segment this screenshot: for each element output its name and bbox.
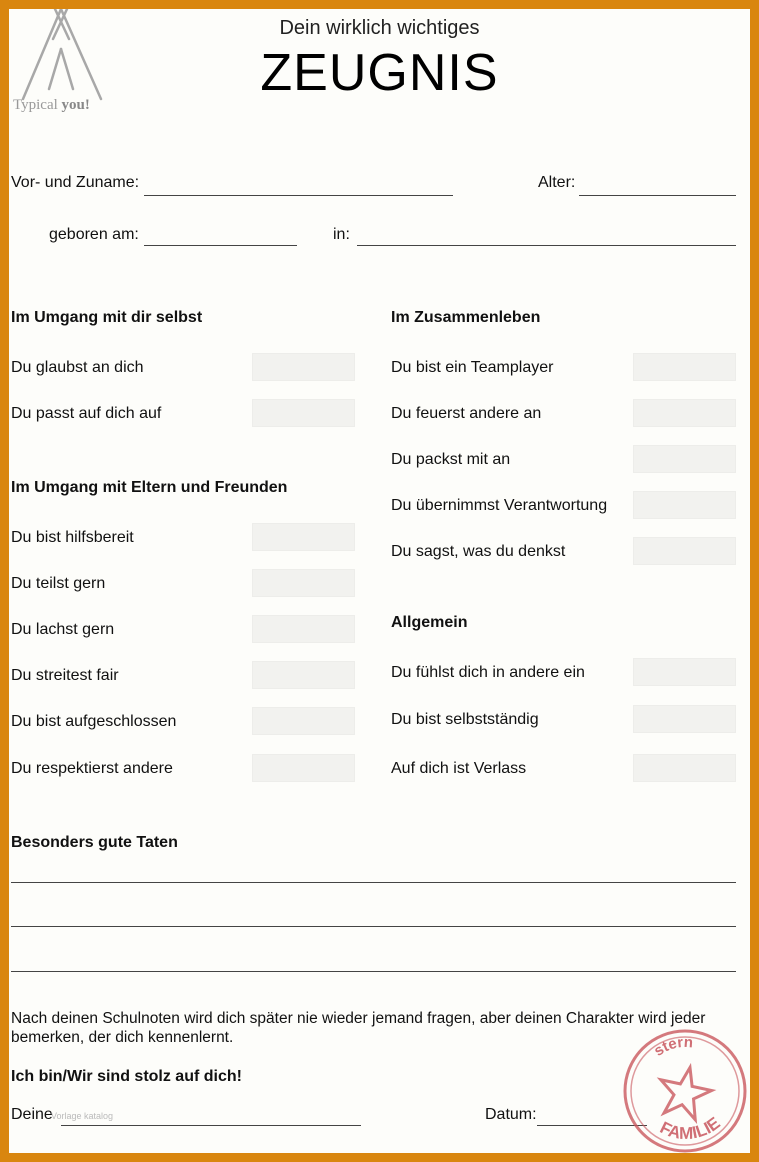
- rating-box[interactable]: [252, 754, 355, 782]
- list-item-label: Du fühlst dich in andere ein: [391, 664, 585, 681]
- rating-box[interactable]: [252, 615, 355, 643]
- watermark-text: Vorlage katalog: [51, 1111, 114, 1121]
- list-item-label: Du streitest fair: [11, 667, 119, 684]
- age-field[interactable]: [579, 195, 736, 196]
- section-living-together-title: Im Zusammenleben: [391, 309, 541, 326]
- svg-text:FAMILIE: [657, 1113, 724, 1143]
- list-item-label: Du packst mit an: [391, 451, 511, 468]
- page-subtitle: Dein wirklich wichtiges: [279, 17, 480, 39]
- rating-box[interactable]: [252, 353, 355, 381]
- name-label: Vor- und Zuname:: [11, 174, 140, 191]
- list-item-label: Du respektierst andere: [11, 760, 173, 777]
- name-field[interactable]: [144, 195, 453, 196]
- list-item-label: Du glaubst an dich: [11, 359, 144, 376]
- rating-box[interactable]: [633, 537, 736, 565]
- closing-paragraph: Nach deinen Schulnoten wird dich später nie wieder jemand fragen, aber deinen Charakter wird jeder bemerken, der dich kennenlernt.: [11, 1010, 706, 1046]
- good-deeds-line[interactable]: [11, 882, 736, 883]
- section-self-title: Im Umgang mit dir selbst: [11, 309, 203, 326]
- rating-box[interactable]: [252, 399, 355, 427]
- stamp-bottom-text: FAMILIE: [656, 1113, 724, 1143]
- age-label: Alter:: [538, 174, 576, 191]
- rating-box[interactable]: [633, 491, 736, 519]
- list-item-label: Du übernimmst Verantwortung: [391, 497, 608, 514]
- rating-box[interactable]: [633, 754, 736, 782]
- section-general-title: Allgemein: [391, 614, 468, 631]
- proud-text: Ich bin/Wir sind stolz auf dich!: [11, 1068, 242, 1085]
- logo-text: Typical you!: [13, 97, 90, 113]
- good-deeds-title: Besonders gute Taten: [11, 834, 178, 851]
- list-item-label: Du teilst gern: [11, 575, 106, 592]
- date-label: Datum:: [485, 1106, 537, 1123]
- rating-box[interactable]: [252, 661, 355, 689]
- birthdate-field[interactable]: [144, 245, 297, 246]
- list-item-label: Du feuerst andere an: [391, 405, 542, 422]
- page-title: ZEUGNIS: [260, 44, 499, 102]
- rating-box[interactable]: [252, 523, 355, 551]
- stern-familie-stamp-icon: [621, 1027, 750, 1153]
- birthplace-field[interactable]: [357, 245, 736, 246]
- rating-box[interactable]: [633, 705, 736, 733]
- stamp-top-text: stern: [650, 1033, 694, 1060]
- list-item-label: Du bist ein Teamplayer: [391, 359, 554, 376]
- list-item-label: Du bist selbstständig: [391, 711, 539, 728]
- list-item-label: Du passt auf dich auf: [11, 405, 162, 422]
- rating-box[interactable]: [633, 445, 736, 473]
- list-item-label: Auf dich ist Verlass: [391, 760, 527, 777]
- signature-field[interactable]: [61, 1125, 361, 1126]
- rating-box[interactable]: [633, 399, 736, 427]
- good-deeds-line[interactable]: [11, 971, 736, 972]
- signature-label: Deine: [11, 1106, 53, 1123]
- certificate-page: [9, 9, 750, 1153]
- list-item-label: Du lachst gern: [11, 621, 115, 638]
- birthdate-label: geboren am:: [49, 226, 139, 243]
- rating-box[interactable]: [633, 658, 736, 686]
- list-item-label: Du sagst, was du denkst: [391, 543, 566, 560]
- rating-box[interactable]: [633, 353, 736, 381]
- good-deeds-line[interactable]: [11, 926, 736, 927]
- list-item-label: Du bist aufgeschlossen: [11, 713, 177, 730]
- list-item-label: Du bist hilfsbereit: [11, 529, 134, 546]
- section-parents-friends-title: Im Umgang mit Eltern und Freunden: [11, 479, 288, 496]
- rating-box[interactable]: [252, 707, 355, 735]
- rating-box[interactable]: [252, 569, 355, 597]
- birthplace-label: in:: [333, 226, 350, 243]
